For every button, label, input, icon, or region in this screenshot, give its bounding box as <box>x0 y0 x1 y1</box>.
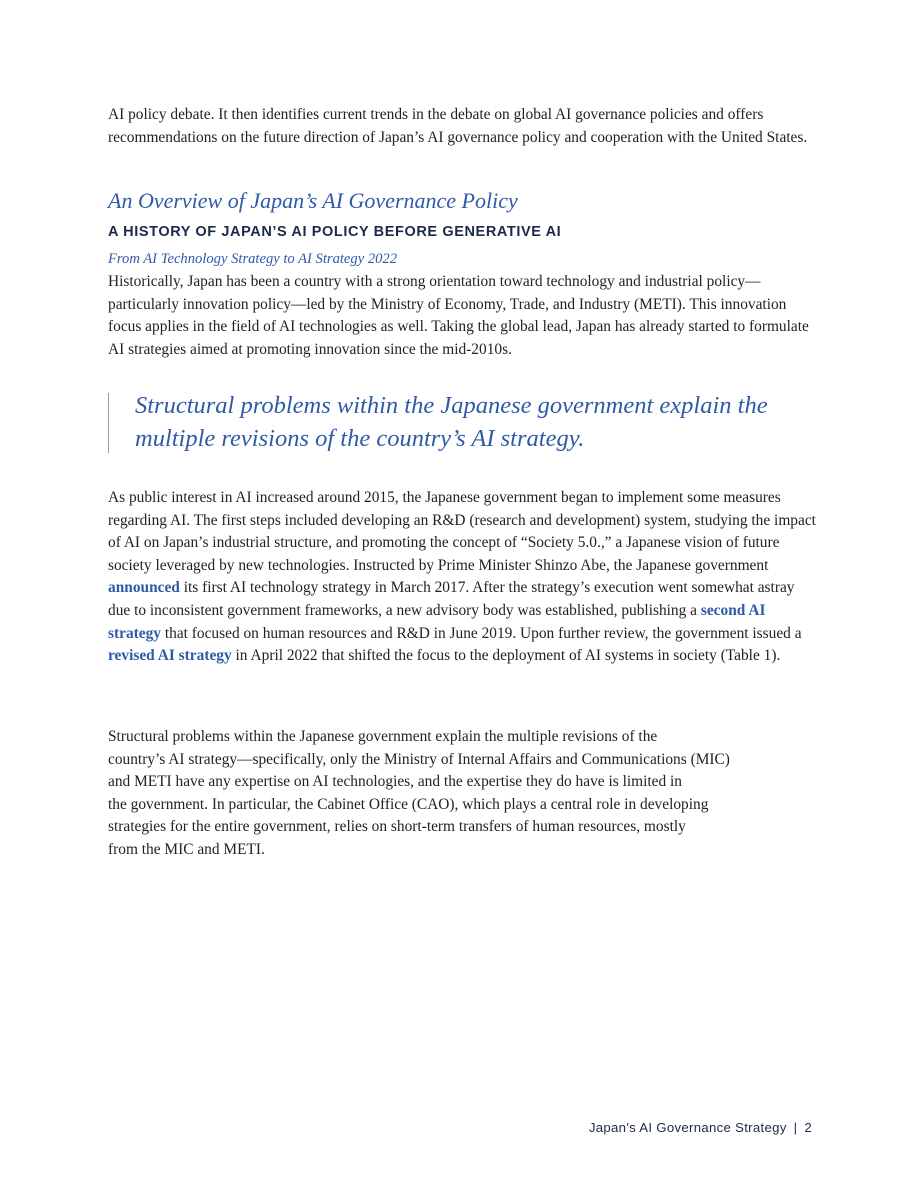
pull-quote-bar <box>108 393 109 453</box>
pull-quote-text: Structural problems within the Japanese government explain the multiple revisions of the country’s AI strategy. <box>135 392 768 452</box>
structural-line-5: strategies for the entire government, relies on short-term transfers of human resources, mostly <box>108 818 686 836</box>
structural-problems-paragraph <box>108 726 838 862</box>
strategy-text-1: As public interest in AI increased around 2015, the Japanese government began to implement some measures regarding AI. The first steps included developing an R&D (research and development) system, studying the impact of AI on Japan’s industrial structure, and promoting the concept of “Society 5.0.,” a Japanese vision of future society leveraged by new technologies. Instructed by Prime Minister Shinzo Abe, the Japanese government <box>108 489 816 574</box>
second-ai-strategy-link[interactable]: second AI strategy <box>108 601 766 642</box>
structural-line-3: and METI have any expertise on AI technologies, and the expertise they do have is limited in <box>108 773 682 791</box>
structural-line-6: from the MIC and METI. <box>108 840 265 858</box>
strategy-text-3: that focused on human resources and R&D in June 2019. Upon further review, the government issued a <box>161 624 802 642</box>
strategy-text-4: in April 2022 that shifted the focus to the deployment of AI systems in society (Table 1). <box>231 647 781 665</box>
structural-line-2: country’s AI strategy—specifically, only the Ministry of Internal Affairs and Communications (MIC) <box>108 750 730 768</box>
structural-line-4: the government. In particular, the Cabinet Office (CAO), which plays a central role in developing <box>108 795 709 813</box>
intro-paragraph: AI policy debate. It then identifies current trends in the debate on global AI governance policies and offers recommendations on the future direction of Japan’s AI governance policy and cooperation with the United States. <box>108 106 808 146</box>
strategy-paragraph <box>108 487 820 668</box>
structural-line-1: Structural problems within the Japanese government explain the multiple revisions of the <box>108 728 658 745</box>
page-footer <box>589 1120 812 1135</box>
pull-quote <box>108 393 828 457</box>
section-subtitle: A HISTORY OF JAPAN’S AI POLICY BEFORE GENERATIVE AI <box>108 224 562 240</box>
revised-ai-strategy-link[interactable]: revised AI strategy <box>108 647 232 665</box>
footer-title: Japan's AI Governance Strategy <box>588 1120 787 1135</box>
section-title: An Overview of Japan’s AI Governance Policy <box>108 188 518 213</box>
page-number: 2 <box>804 1120 812 1135</box>
announced-link[interactable]: announced <box>108 579 180 597</box>
history-paragraph: Historically, Japan has been a country with a strong orientation toward technology and industrial policy—particularly innovation policy—led by the Ministry of Economy, Trade, and Industry (METI). This innovation focus applies in the field of AI technologies as well. Taking the global lead, Japan has already started to formulate AI strategies aimed at promoting innovation since the mid-2010s. <box>108 273 809 358</box>
subsection-title: From AI Technology Strategy to AI Strategy 2022 <box>108 251 398 267</box>
strategy-text-2: its first AI technology strategy in March 2017. After the strategy’s execution went somewhat astray due to inconsistent government frameworks, a new advisory body was established, publishing a <box>108 579 795 619</box>
footer-separator: | <box>793 1120 798 1135</box>
